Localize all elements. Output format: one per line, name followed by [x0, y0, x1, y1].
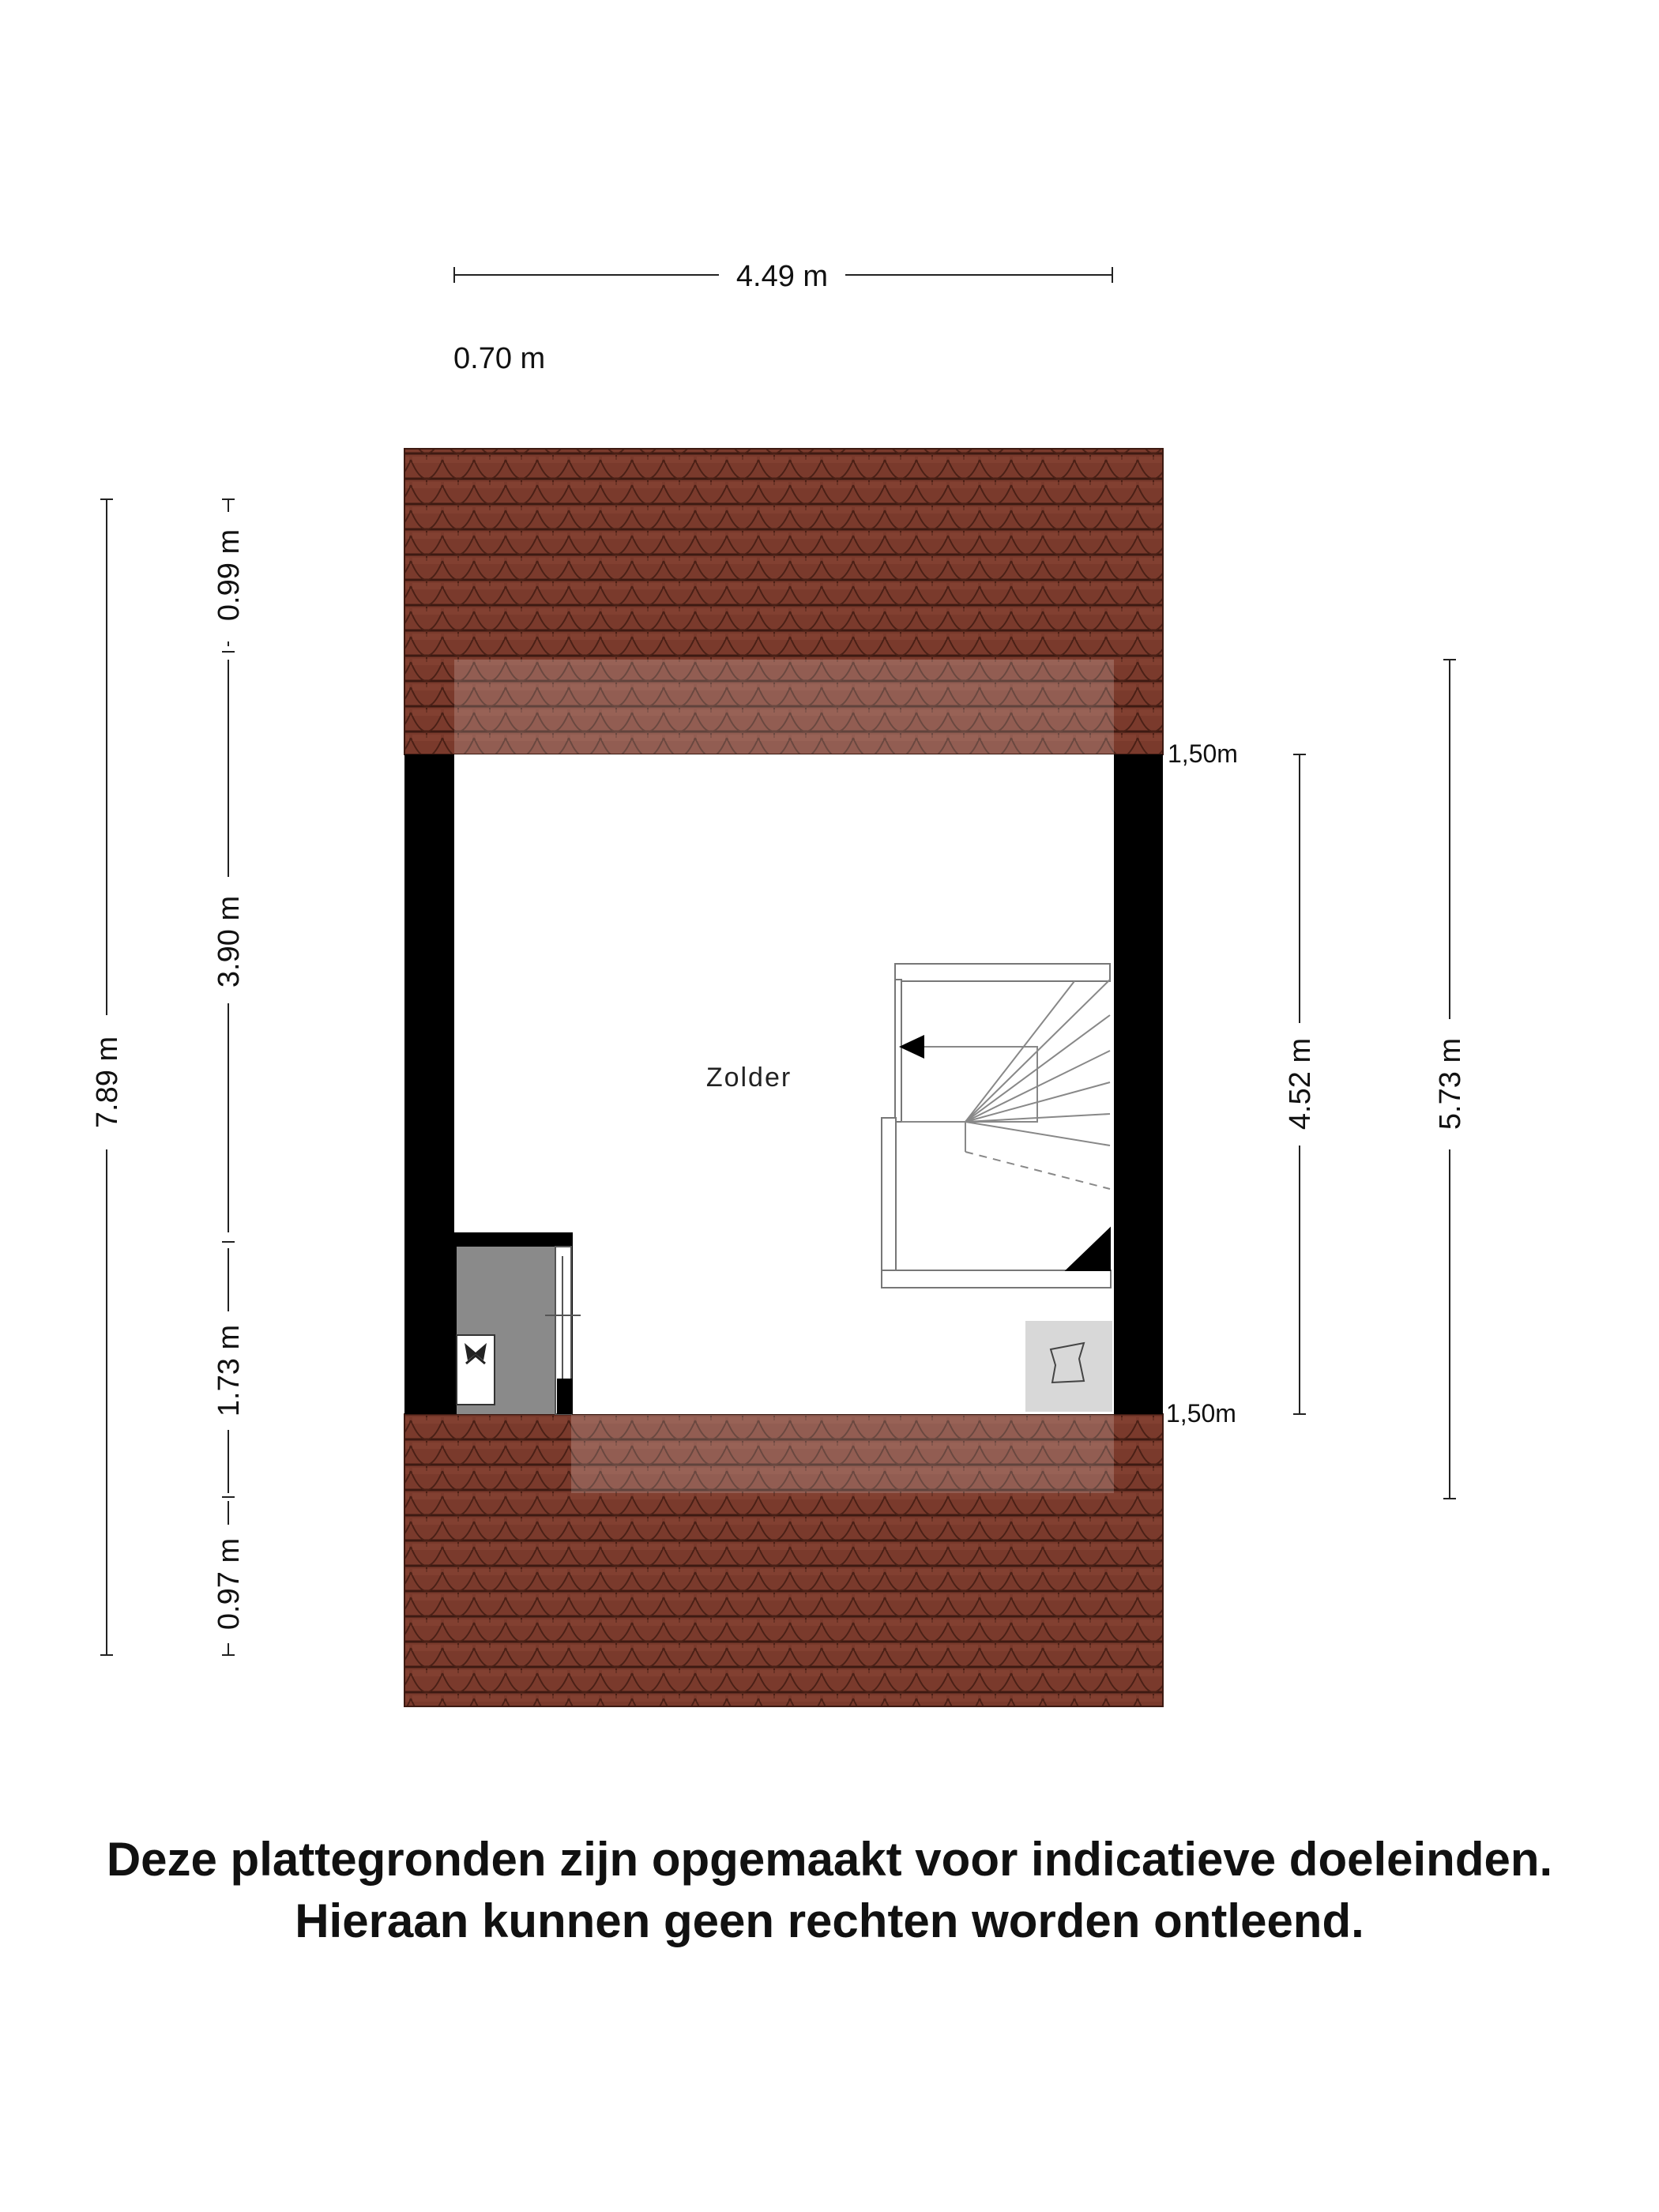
dim-top-width-label: 4.49 m — [735, 260, 829, 293]
dim-left-seg-top-label: 0.99 m — [213, 529, 246, 622]
wall-right — [1114, 754, 1163, 1414]
appliance-icon — [1025, 1321, 1112, 1412]
boiler-icon — [457, 1335, 495, 1405]
dim-left-seg-low-label: 1.73 m — [213, 1324, 246, 1417]
dim-left-seg-mid-label: 3.90 m — [213, 895, 246, 988]
dim-right-outer-label: 5.73 m — [1434, 1037, 1467, 1130]
disclaimer — [0, 1829, 1659, 1952]
disclaimer-line-1: Deze plattegronden zijn opgemaakt voor indicatieve doeleinden. — [106, 1833, 1553, 1886]
dim-left-segments — [222, 499, 235, 1655]
room-label-zolder: Zolder — [705, 1063, 792, 1093]
roof-bottom — [404, 1414, 1163, 1706]
dim-left-total-label: 7.89 m — [91, 1036, 124, 1129]
dim-right-inner-label: 4.52 m — [1284, 1037, 1317, 1130]
dim-left-seg-bottom-label: 0.97 m — [213, 1537, 246, 1631]
wall-left — [404, 754, 454, 1414]
roof-top — [404, 449, 1163, 754]
height-mark-bottom-label: 1,50m — [1166, 1399, 1236, 1428]
disclaimer-line-2: Hieraan kunnen geen rechten worden ontleend. — [295, 1894, 1364, 1947]
dim-top-offset-label: 0.70 m — [453, 342, 546, 375]
height-mark-top-label: 1,50m — [1168, 739, 1238, 768]
